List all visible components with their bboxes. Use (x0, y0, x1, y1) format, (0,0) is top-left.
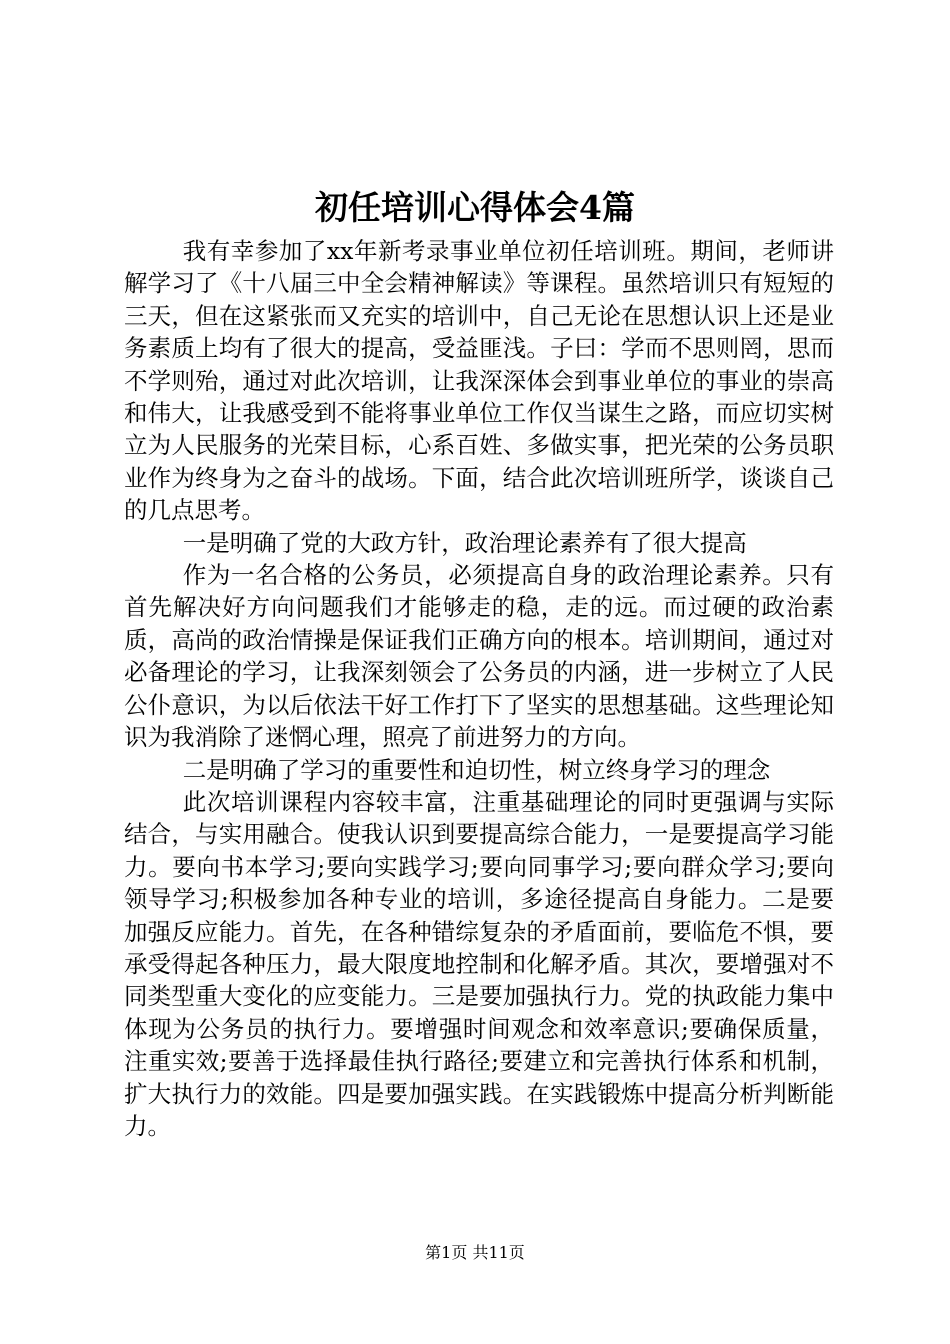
body-paragraph: 作为一名合格的公务员，必须提高自身的政治理论素养。只有首先解决好方向问题我们才能够走的稳，走的远。而过硬的政治素质，高尚的政治情操是保证我们正确方向的根本。培训期间，通过对必备理论的学习，让我深刻领会了公务员的内涵，进一步树立了人民公仆意识，为以后依法干好工作打下了坚实的思想基础。这些理论知识为我消除了迷惘心理，照亮了前进努力的方向。 (124, 561, 834, 752)
body-paragraph: 此次培训课程内容较丰富，注重基础理论的同时更强调与实际结合，与实用融合。使我认识到要提高综合能力，一是要提高学习能力。要向书本学习;要向实践学习;要向同事学习;要向群众学习;要向领导学习;积极参加各种专业的培训，多途径提高自身能力。二是要加强反应能力。首先，在各种错综复杂的矛盾面前，要临危不惧，要承受得起各种压力，最大限度地控制和化解矛盾。其次，要增强对不同类型重大变化的应变能力。三是要加强执行力。党的执政能力集中体现为公务员的执行力。要增强时间观念和效率意识;要确保质量，注重实效;要善于选择最佳执行路径;要建立和完善执行体系和机制，扩大执行力的效能。四是要加强实践。在实践锻炼中提高分析判断能力。 (124, 787, 834, 1140)
document-body (124, 235, 834, 1142)
section-heading: 二是明确了学习的重要性和迫切性，树立终身学习的理念 (182, 755, 771, 784)
body-paragraph: 我有幸参加了xx年新考录事业单位初任培训班。期间，老师讲解学习了《十八届三中全会精神解读》等课程。虽然培训只有短短的三天，但在这紧张而又充实的培训中，自己无论在思想认识上还是业务素质上均有了很大的提高，受益匪浅。子曰：学而不思则罔，思而不学则殆，通过对此次培训，让我深深体会到事业单位的事业的崇高和伟大，让我感受到不能将事业单位工作仅当谋生之路，而应切实树立为人民服务的光荣目标，心系百姓、多做实事，把光荣的公务员职业作为终身为之奋斗的战场。下面，结合此次培训班所学，谈谈自己的几点思考。 (124, 237, 834, 525)
page-footer: 第1页 共11页 (425, 1243, 525, 1262)
document-title: 初任培训心得体会4篇 (315, 188, 635, 227)
section-heading: 一是明确了党的大政方针，政治理论素养有了很大提高 (182, 528, 747, 557)
